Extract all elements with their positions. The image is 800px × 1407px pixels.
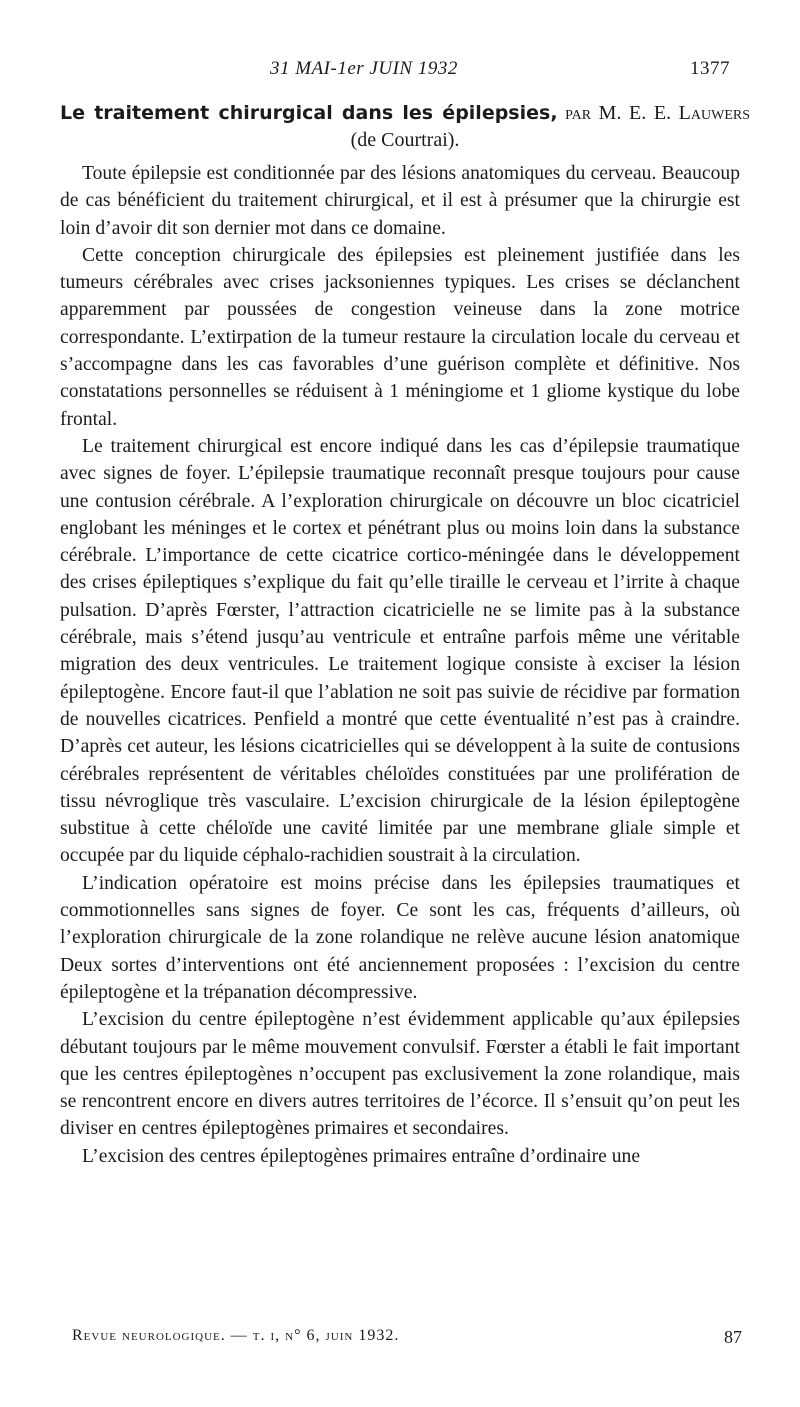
article-heading [60,100,750,154]
running-head [0,58,800,88]
article-title: Le traitement chirurgical dans les épilepsies, [60,102,558,124]
signature-folio: 87 [724,1327,742,1347]
paragraph-5: L’excision du centre épileptogène n’est évidemment applicable qu’aux épilepsies débutant toujours par le même mouvement convulsif. Fœrster a établi le fait important que les centres épileptogènes n’occupent pas exclusivement la zone rolandique, mais se rencontrent encore en divers autres territoires de l’écorce. Il s’ensuit qu’on peut les diviser en centres épileptogènes primaires et secondaires. [60,1009,740,1140]
paragraph-4: L’indication opératoire est moins précise dans les épilepsies traumatiques et commotionnelles sans signes de foyer. Ce sont les cas, fréquents d’ailleurs, où l’exploration chirurgicale de la zone rolandique ne relève aucune lésion anatomique Deux sortes d’interventions ont été anciennement proposées : l’excision du centre épileptogène et la trépanation décompressive. [60,872,740,1003]
issue-date: 31 MAI-1er JUIN 1932 [270,58,458,79]
page-number: 1377 [690,58,730,79]
journal-citation: Revue neurologique. — t. i, n° 6, juin 1932. [72,1327,400,1344]
page-footer [72,1327,742,1357]
paragraph-6: L’excision des centres épileptogènes primaires entraîne d’ordinaire une [82,1145,641,1167]
paragraph-1: Toute épilepsie est conditionnée par des lésions anatomiques du cerveau. Beaucoup de cas bénéficient du traitement chirurgical, et il est à présumer que la chirurgie est loin d’avoir dit son dernier mot dans ce domaine. [60,163,740,239]
title-line [60,100,750,127]
paragraph-3: Le traitement chirurgical est encore indiqué dans les cas d’épilepsie traumatique avec signes de foyer. L’épilepsie traumatique reconnaît presque toujours pour cause une contusion cérébrale. A l’exploration chirurgicale on découvre un bloc cicatriciel englobant les méninges et le cortex et pénétrant plus ou moins loin dans la substance cérébrale. L’importance de cette cicatrice cortico-méningée dans le développement des crises épileptiques s’explique du fait qu’elle tiraille le cerveau et l’irrite à chaque pulsation. D’après Fœrster, l’attraction cicatricielle ne se limite pas à la substance cérébrale, mais s’étend jusqu’au ventricule et entraîne parfois même une véritable migration des deux ventricules. Le traitement logique consiste à exciser la lésion épileptogène. Encore faut-il que l’ablation ne soit pas suivie de récidive par formation de nouvelles cicatrices. Penfield a montré que cette éventualité n’est pas à craindre. D’après cet auteur, les lésions cicatricielles qui se développent à la suite de contusions cérébrales représentent de véritables chéloïdes constituées par une prolifération de tissu névroglique très vasculaire. L’excision chirurgicale de la lésion épileptogène substitue à cette chéloïde une cavité limitée par une membrane gliale simple et occupée par du liquide céphalo-rachidien soustrait à la circulation. [60,435,740,867]
article-byline: par M. E. E. Lauwers [565,102,750,124]
paragraph-2: Cette conception chirurgicale des épilepsies est pleinement justifiée dans les tumeurs cérébrales avec crises jacksoniennes typiques. Les crises se déclanchent apparemment par poussées de congestion veineuse dans la zone motrice correspondante. L’extirpation de la tumeur restaure la circulation locale du cerveau et s’accompagne dans les cas favorables d’une guérison complète et définitive. Nos constatations personnelles se réduisent à 1 méningiome et 1 gliome kystique du lobe frontal. [60,244,740,430]
author-affiliation: (de Courtrai). [350,129,460,151]
article-body [60,160,740,1170]
